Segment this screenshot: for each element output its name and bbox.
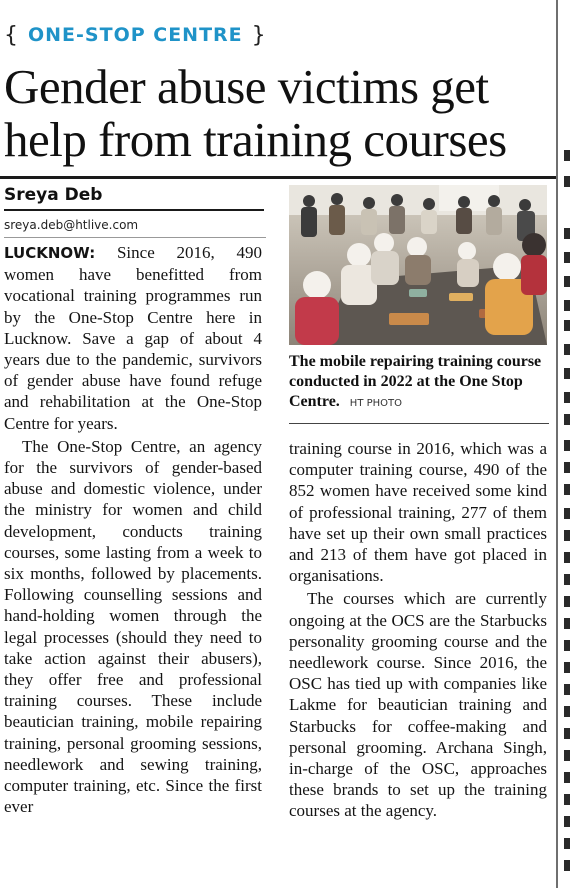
article-column-2 [289, 438, 547, 822]
caption-text: The mobile repairing training course conducted in 2022 at the One Stop Centre. [289, 353, 542, 410]
paragraph-1 [4, 242, 262, 434]
photo-credit: HT PHOTO [349, 398, 403, 409]
byline-email: sreya.deb@htlive.com [4, 218, 139, 232]
photo-caption [289, 352, 551, 414]
byline-name: Sreya Deb [4, 185, 103, 205]
photo-illustration [289, 185, 547, 345]
byline-separator [4, 237, 266, 238]
kicker-text: ONE-STOP CENTRE [28, 24, 243, 46]
paragraph-2: The One-Stop Centre, an agency for the survivors of gender-based abuse and domestic violence, under the ministry for women and child development, conducts training courses, some lasting from a week to six months, followed by placements. Following counselling sessions and hand-holding women through the legal processes (should they need to take action against their abusers), they offer free and professional training courses. These include beautician training, mobile repairing training, personal grooming sessions, needlework and sewing training, computer training, etc. Since the first ever [4, 436, 262, 817]
column-gutter-rule [556, 0, 558, 888]
paragraph-3: training course in 2016, which was a computer training course, 490 of the 852 women have received some kind of professional training, 277 of them have set up their own small practices and 213 of them have got placed in organisations. [289, 439, 547, 586]
headline-rule [0, 176, 556, 179]
kicker-close-brace: } [251, 22, 267, 48]
kicker-open-brace: { [4, 22, 19, 48]
paragraph-1-text: Since 2016, 490 women have benefitted from vocational training programmes run by the One-Stop Centre here in Lucknow. Save a gap of about 4 years due to the pandemic, survivors of gender abuse have found refuge and rehabilitation at the One-Stop Centre for years. [4, 243, 262, 433]
paragraph-4: The courses which are currently ongoing at the OCS are the Starbucks personality grooming course and the needlework course. Since 2016, the OSC has tied up with companies like Lakme for beautician training and Starbucks for coffee-making and personal grooming. Archana Singh, in-charge of the OSC, approaches these brands to set up the training courses at the agency. [289, 589, 547, 821]
dateline: LUCKNOW: [4, 244, 96, 262]
caption-rule [289, 423, 549, 424]
section-kicker [4, 20, 267, 50]
news-photo [289, 185, 547, 345]
headline [4, 60, 564, 166]
headline-line-2: help from training courses [4, 112, 507, 167]
headline-line-1: Gender abuse victims get [4, 59, 489, 114]
byline-rule [4, 209, 264, 211]
adjacent-column-edge [562, 0, 576, 888]
article-column-1 [4, 242, 262, 817]
